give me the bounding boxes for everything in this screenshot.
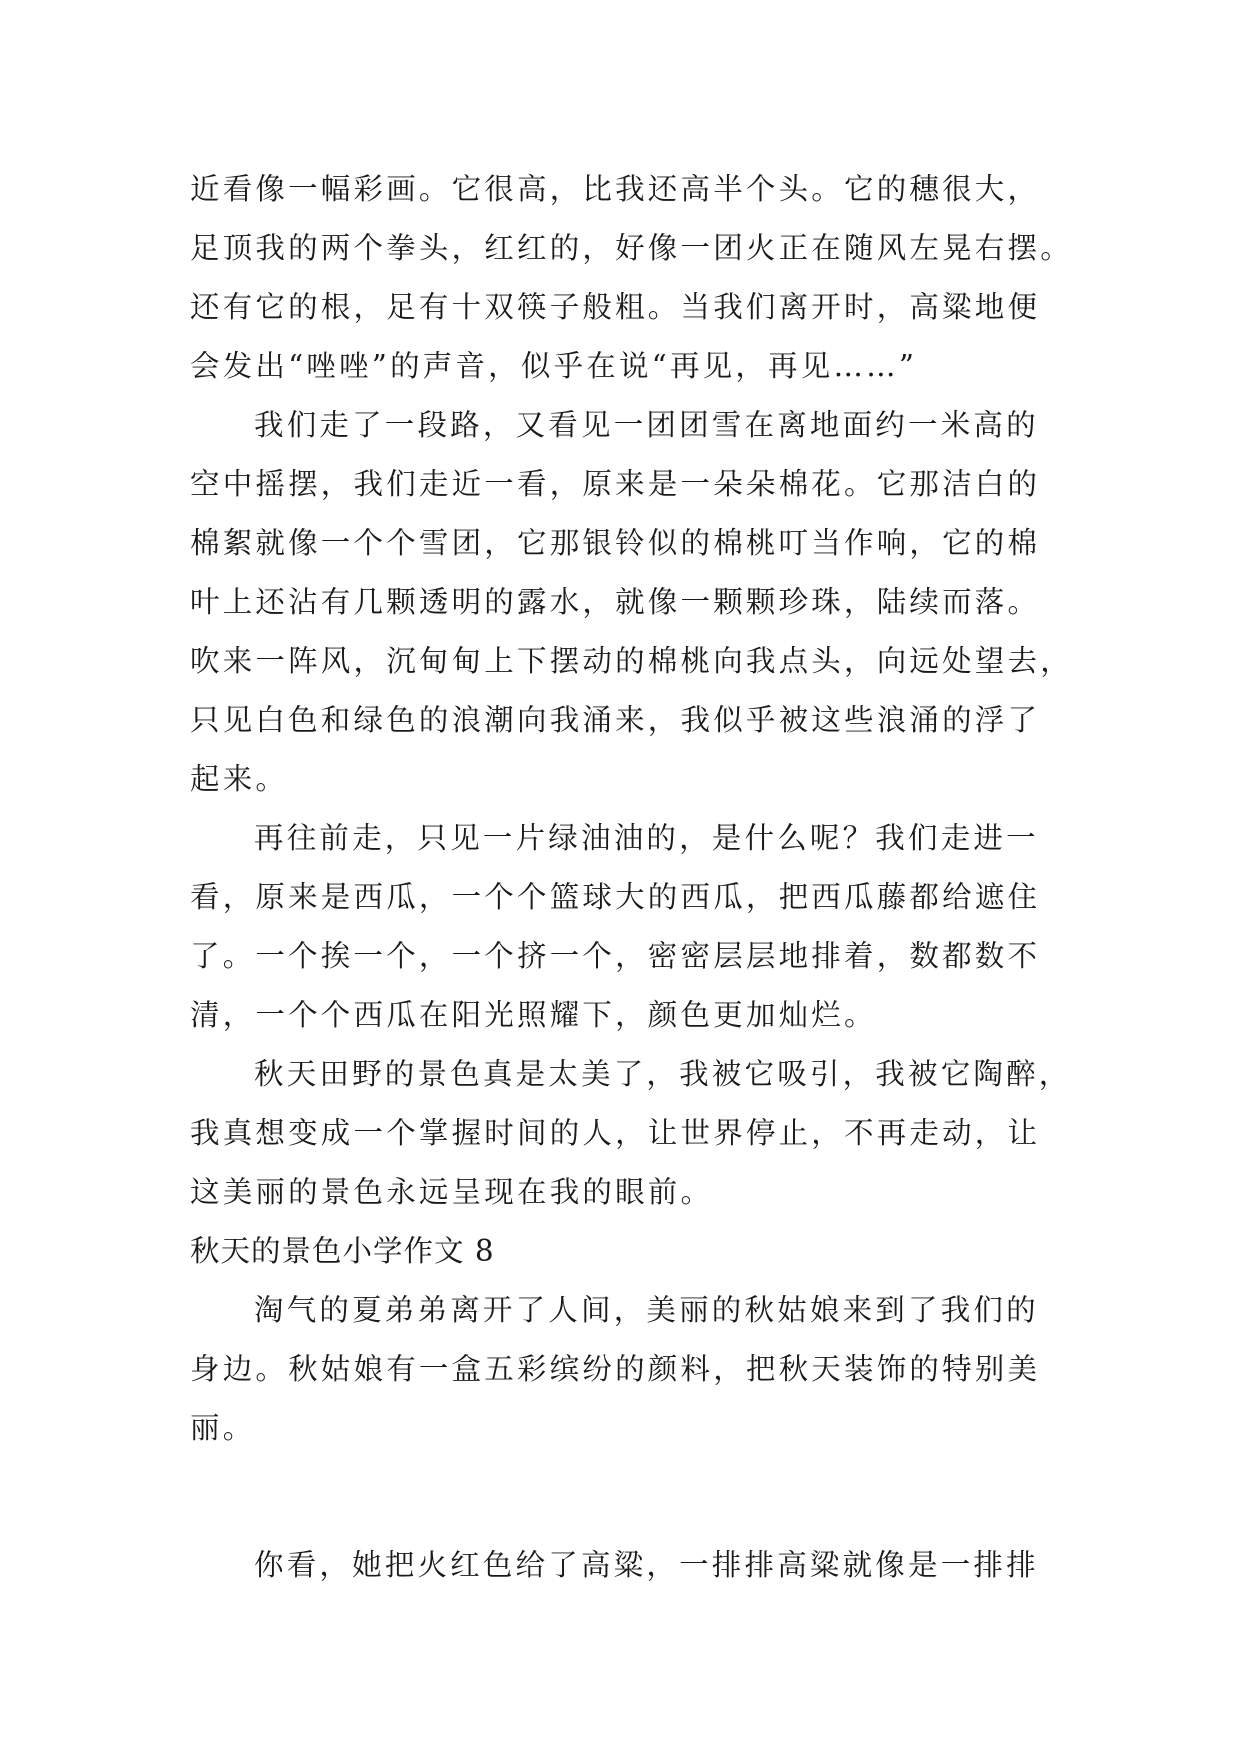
text-line: 近看像一幅彩画。它很高，比我还高半个头。它的穗很大， [190, 172, 1041, 206]
paragraph-first-line: 秋天田野的景色真是太美了，我被它吸引，我被它陶醉， [254, 1057, 1072, 1091]
text-line: 会发出“唑唑”的声音，似乎在说“再见，再见……” [190, 349, 918, 383]
text-line: 只见白色和绿色的浪潮向我涌来，我似乎被这些浪涌的浮了 [190, 703, 1041, 737]
text-line: 足顶我的两个拳头，红红的，好像一团火正在随风左晃右摆。 [190, 231, 1073, 265]
text-line: 空中摇摆，我们走近一看，原来是一朵朵棉花。它那洁白的 [190, 467, 1041, 501]
text-line: 吹来一阵风，沉甸甸上下摆动的棉桃向我点头，向远处望去， [190, 644, 1073, 678]
text-line: 还有它的根，足有十双筷子般粗。当我们离开时，高粱地便 [190, 290, 1041, 324]
paragraph-first-line: 淘气的夏弟弟离开了人间，美丽的秋姑娘来到了我们的 [254, 1293, 1039, 1327]
text-line: 清，一个个西瓜在阳光照耀下，颜色更加灿烂。 [190, 998, 877, 1032]
text-line: 这美丽的景色永远呈现在我的眼前。 [190, 1175, 714, 1209]
paragraph-first-line: 再往前走，只见一片绿油油的，是什么呢？我们走进一 [254, 821, 1039, 855]
text-line: 叶上还沾有几颗透明的露水，就像一颗颗珍珠，陆续而落。 [190, 585, 1041, 619]
text-line: 棉絮就像一个个雪团，它那银铃似的棉桃叮当作响，它的棉 [190, 526, 1041, 560]
paragraph-first-line: 你看，她把火红色给了高粱，一排排高粱就像是一排排 [254, 1548, 1039, 1582]
paragraph-first-line: 我们走了一段路，又看见一团团雪在离地面约一米高的 [254, 408, 1039, 442]
text-line: 身边。秋姑娘有一盒五彩缤纷的颜料，把秋天装饰的特别美 [190, 1352, 1041, 1386]
section-heading: 秋天的景色小学作文 8 [190, 1234, 495, 1268]
paragraph-gap [190, 1458, 1050, 1536]
document-body [190, 160, 1073, 1595]
text-line: 了。一个挨一个，一个挤一个，密密层层地排着，数都数不 [190, 939, 1041, 973]
text-line: 看，原来是西瓜，一个个篮球大的西瓜，把西瓜藤都给遮住 [190, 880, 1041, 914]
text-line: 起来。 [190, 762, 289, 796]
text-line: 我真想变成一个掌握时间的人，让世界停止，不再走动，让 [190, 1116, 1041, 1150]
text-line: 丽。 [190, 1411, 256, 1445]
